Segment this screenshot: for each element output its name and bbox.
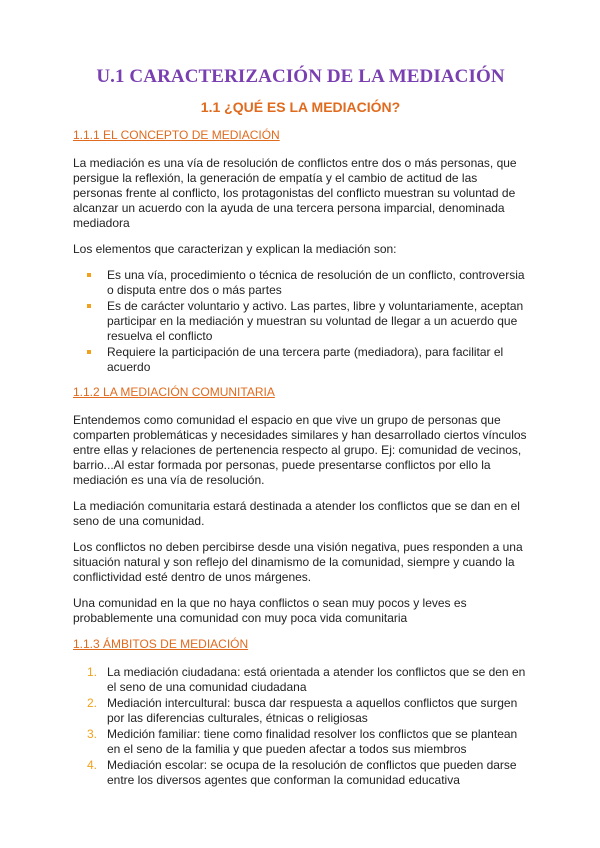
list-text: Mediación intercultural: busca dar respuesta a aquellos conflictos que surgen por las diferencias culturales, étnicas o religiosas [107, 696, 518, 725]
list-text: Mediación escolar: se ocupa de la resolución de conflictos que pueden darse entre los diversos agentes que conforman la comunidad educativa [107, 758, 517, 787]
paragraph: Una comunidad en la que no haya conflictos o sean muy pocos y leves es probablemente una comunidad con muy poca vida comunitaria [73, 596, 467, 625]
document-title: U.1 CARACTERIZACIÓN DE LA MEDIACIÓN [96, 66, 505, 87]
list-number: 4. [87, 758, 98, 772]
paragraph: Los elementos que caracterizan y explican la mediación son: [73, 242, 397, 256]
list-item [87, 696, 528, 726]
paragraph: Los conflictos no deben percibirse desde una visión negativa, pues responden a una situación natural y son reflejo del dinamismo de la comunidad, siempre y cuando la conflictividad esté dentro de unos márgenes. [73, 540, 523, 584]
numbered-list [73, 665, 528, 788]
paragraph: Entendemos como comunidad el espacio en que vive un grupo de personas que comparten problemáticas y necesidades similares y han desarrollado ciertos vínculos entre ellas y relaciones de pertenencia respecto al grupo. Ej: comunidad de vecinos, barrio...Al estar formada por personas, puede presentarse conflictos por ello la mediación es una vía de resolución. [73, 413, 527, 487]
list-number: 2. [87, 696, 98, 710]
list-item [87, 665, 528, 695]
paragraph: La mediación comunitaria estará destinada a atender los conflictos que se dan en el seno de una comunidad. [73, 499, 520, 528]
subsection-heading-concepto: 1.1.1 EL CONCEPTO DE MEDIACIÓN [73, 128, 280, 142]
list-item [87, 727, 528, 757]
subsection-heading-comunitaria: 1.1.2 LA MEDIACIÓN COMUNITARIA [73, 385, 275, 399]
list-item [87, 758, 528, 788]
paragraph: La mediación es una vía de resolución de conflictos entre dos o más personas, que persigue la reflexión, la generación de empatía y el cambio de actitud de las personas frente al conflicto, los protagonistas del conflicto muestran su voluntad de alcanzar un acuerdo con la ayuda de una tercera persona imparcial, denominada mediadora [73, 156, 517, 230]
subsection-heading-ambitos: 1.1.3 ÁMBITOS DE MEDIACIÓN [73, 637, 249, 651]
list-text: La mediación ciudadana: está orientada a atender los conflictos que se den en el seno de una comunidad ciudadana [107, 665, 526, 694]
list-number: 1. [87, 665, 98, 679]
list-item: Es una vía, procedimiento o técnica de resolución de un conflicto, controversia o disputa entre dos o más partes [107, 268, 528, 298]
list-item: Requiere la participación de una tercera parte (mediadora), para facilitar el acuerdo [107, 345, 528, 375]
bullet-list [73, 268, 528, 375]
list-item: Es de carácter voluntario y activo. Las partes, libre y voluntariamente, aceptan participar en la mediación y muestran su voluntad de llegar a un acuerdo que resuelva el conflicto [107, 299, 528, 344]
list-number: 3. [87, 727, 98, 741]
list-text: Medición familiar: tiene como finalidad resolver los conflictos que se plantean en el seno de la familia y que pueden afectar a todos sus miembros [107, 727, 518, 756]
section-title: 1.1 ¿QUÉ ES LA MEDIACIÓN? [200, 99, 401, 115]
